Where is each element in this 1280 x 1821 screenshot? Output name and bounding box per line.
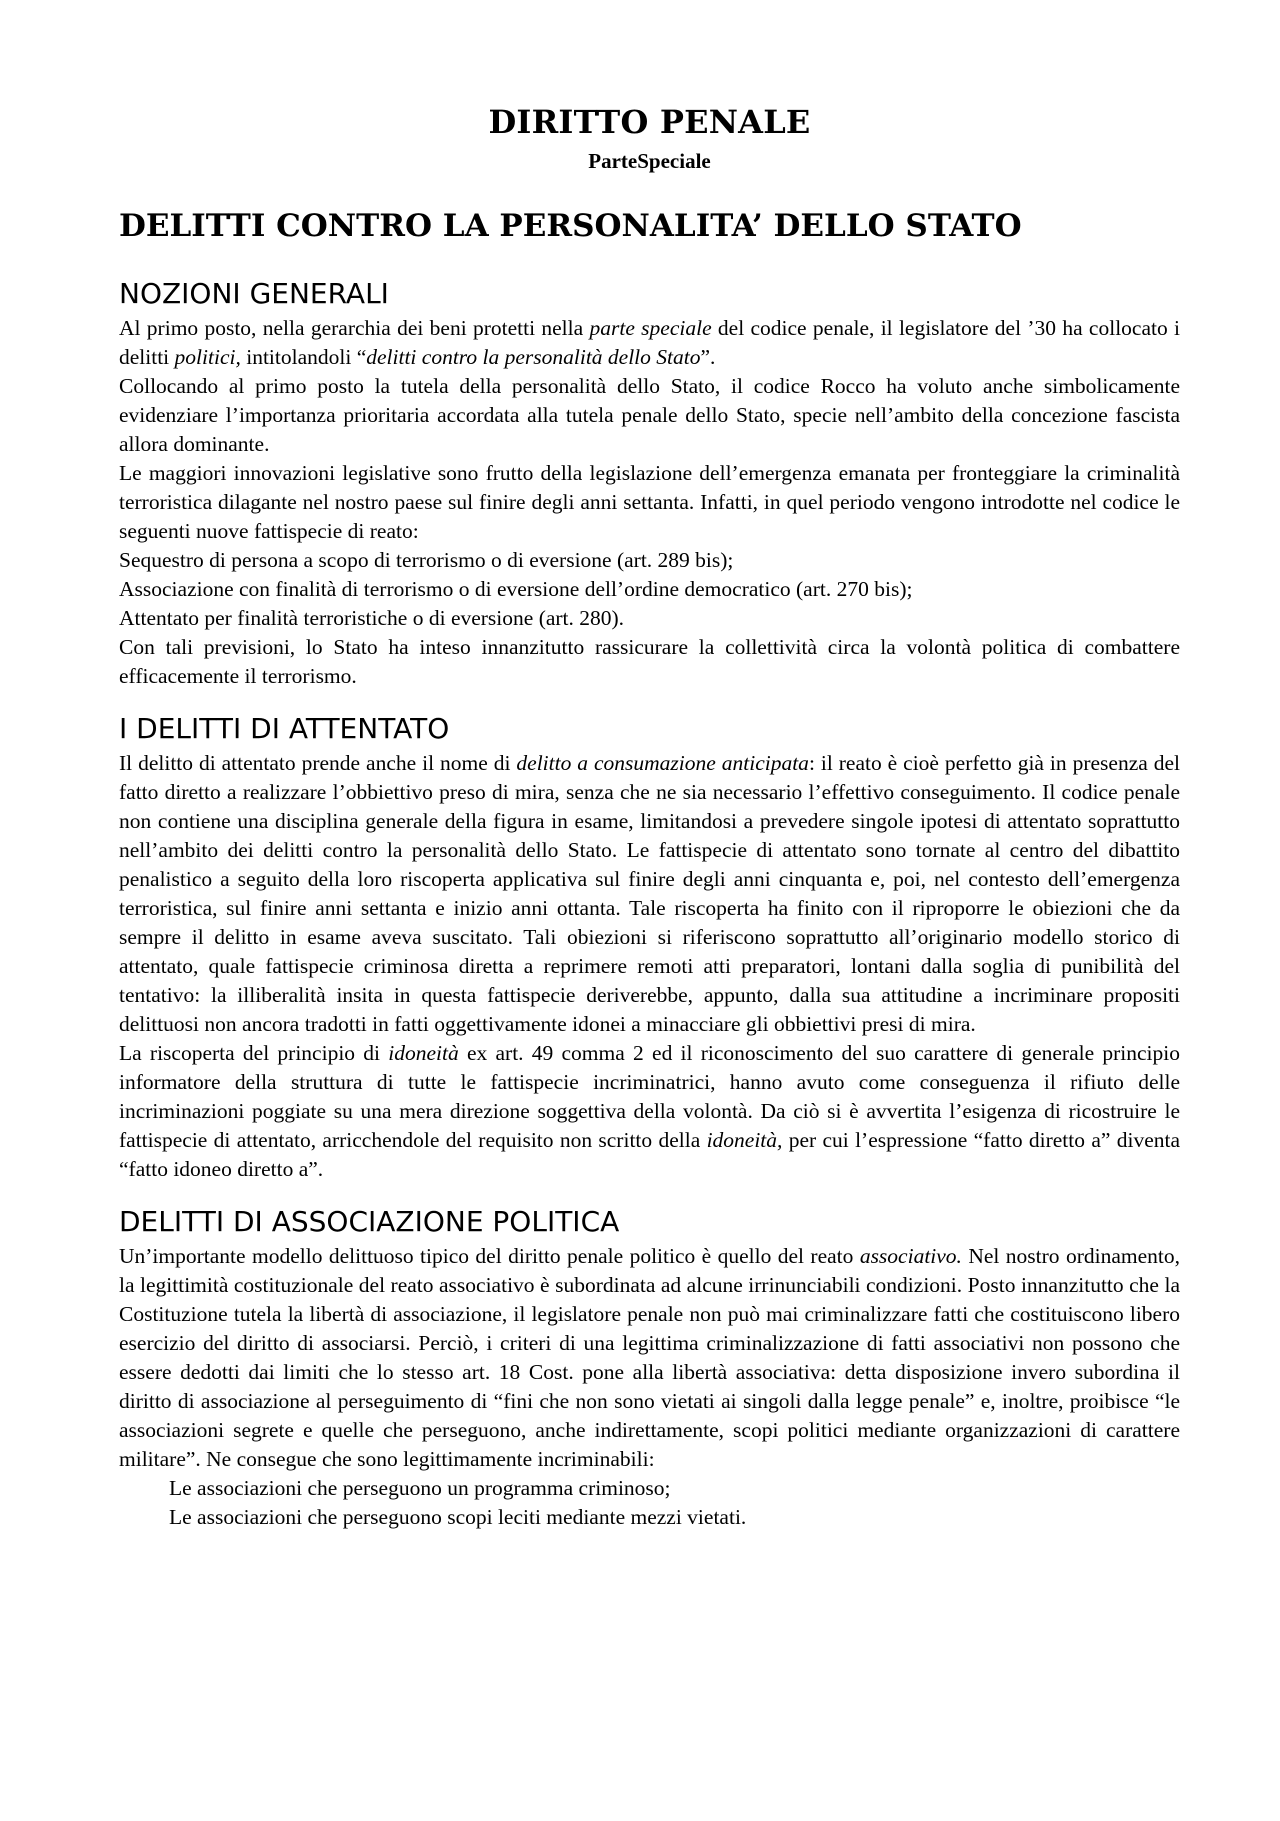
page-content <box>119 96 1180 1532</box>
text-run: per cui l’espressione “fatto diretto a” diventa “fatto idoneo diretto a”. <box>119 1128 1181 1181</box>
attentato-paragraph-2 <box>119 1039 1180 1184</box>
text-run: Il delitto di attentato prende anche il nome di <box>119 751 517 775</box>
text-run: Nel nostro ordinamento, la legittimità costituzionale del reato associativo è subordinata ad alcune irrinunciabili condizioni. Posto innanzitutto che la Costituzione tutela la libertà di associazione, il legislatore penale non può mai criminalizzare fatti che costituiscono libero esercizio del diritto di associarsi. Perciò, i criteri di una legittima criminalizzazione di fatti associativi non possono che essere dedotti dai limiti che lo stesso art. 18 Cost. pone alla libertà associativa: detta disposizione invero subordina il diritto di associazione al perseguimento di “fini che non sono vietati ai singoli dalla legge penale” e, inoltre, proibisce “le associazioni segrete e quelle che perseguono, anche indirettamente, scopi politici mediante organizzazioni di carattere militare”. Ne consegue che sono legittimamente incriminabili: <box>119 1244 1180 1471</box>
text-run: La riscoperta del principio di <box>119 1041 389 1065</box>
italic-run: idoneità, <box>706 1128 783 1152</box>
document-subtitle: ParteSpeciale <box>588 149 711 173</box>
attentato-paragraph-1 <box>119 749 1180 1039</box>
list-item: Associazione con finalità di terrorismo o di eversione dell’ordine democratico (art. 270 bis); <box>119 577 913 601</box>
text-run: : il reato è cioè perfetto già in presenza del fatto diretto a realizzare l’obbiettivo preso di mira, senza che ne sia necessario l’effettivo conseguimento. Il codice penale non contiene una disciplina generale della figura in esame, limitandosi a prevedere singole ipotesi di attentato soprattutto nell’ambito dei delitti contro la personalità dello Stato. Le fattispecie di attentato sono tornate al centro del dibattito penalistico a seguito della loro riscoperta applicativa sul finire degli anni cinquanta e, poi, nel contesto dell’emergenza terroristica, sul finire anni settanta e inizio anni ottanta. Tale riscoperta ha finito con il riproporre le obiezioni che da sempre il delitto in esame aveva suscitato. Tali obiezioni si riferiscono soprattutto all’originario modello storico di attentato, quale fattispecie criminosa diretta a reprimere remoti atti preparatori, lontani dalla soglia di punibilità del tentativo: la illiberalità insita in questa fattispecie deriverebbe, appunto, dalla sua attitudine a incriminare propositi delittuosi non ancora tradotti in fatti oggettivamente idonei a minacciare gli obbiettivi presi di mira. <box>119 751 1181 1036</box>
section-heading-attentato: I DELITTI DI ATTENTATO <box>119 712 450 745</box>
italic-run: parte speciale <box>589 316 712 340</box>
section-heading-associazione: DELITTI DI ASSOCIAZIONE POLITICA <box>119 1205 620 1238</box>
italic-run: idoneità <box>388 1041 459 1065</box>
nozioni-paragraph-2: Collocando al primo posto la tutela della personalità dello Stato, il codice Rocco ha voluto anche simbolicamente evidenziare l’importanza prioritaria accordata alla tutela penale dello Stato, specie nell’ambito della concezione fascista allora dominante. <box>119 374 1180 456</box>
section-heading-nozioni: NOZIONI GENERALI <box>119 277 389 310</box>
list-item: Le associazioni che perseguono un programma criminoso; <box>169 1476 671 1500</box>
nozioni-paragraph-1 <box>119 314 1180 372</box>
text-run: del codice penale, il legislatore del ’30 ha collocato i delitti <box>119 316 1181 369</box>
text-run: Al primo posto, nella gerarchia dei beni protetti nella <box>119 316 590 340</box>
text-run: intitolandoli “ <box>240 345 367 369</box>
text-run: Un’importante modello delittuoso tipico del diritto penale politico è quello del reato <box>119 1244 860 1268</box>
list-item: Sequestro di persona a scopo di terrorismo o di eversione (art. 289 bis); <box>119 548 734 572</box>
nozioni-paragraph-4: Con tali previsioni, lo Stato ha inteso innanzitutto rassicurare la collettività circa la volontà politica di combattere efficacemente il terrorismo. <box>119 635 1180 688</box>
main-heading: DELITTI CONTRO LA PERSONALITA’ DELLO STATO <box>119 208 1022 244</box>
italic-run: associativo. <box>859 1244 962 1268</box>
italic-run: delitti contro la personalità dello Stato <box>366 345 701 369</box>
document-title: DIRITTO PENALE <box>488 103 811 141</box>
italic-run: delitto a consumazione anticipata <box>516 751 809 775</box>
list-item: Le associazioni che perseguono scopi leciti mediante mezzi vietati. <box>169 1505 747 1529</box>
nozioni-paragraph-3: Le maggiori innovazioni legislative sono frutto della legislazione dell’emergenza emanata per fronteggiare la criminalità terroristica dilagante nel nostro paese sul finire degli anni settanta. Infatti, in quel periodo vengono introdotte nel codice le seguenti nuove fattispecie di reato: <box>119 461 1180 543</box>
italic-run: politici, <box>174 345 241 369</box>
list-item: Attentato per finalità terroristiche o di eversione (art. 280). <box>119 606 625 630</box>
associazione-paragraph-1 <box>119 1242 1180 1474</box>
text-run: ”. <box>700 345 716 369</box>
text-run: ex art. 49 comma 2 ed il riconoscimento del suo carattere di generale principio informatore della struttura di tutte le fattispecie incriminatrici, hanno avuto come conseguenza il rifiuto delle incriminazioni poggiate su una mera direzione soggettiva della volontà. Da ciò si è avvertita l’esigenza di ricostruire le fattispecie di attentato, arricchendole del requisito non scritto della <box>119 1041 1180 1152</box>
